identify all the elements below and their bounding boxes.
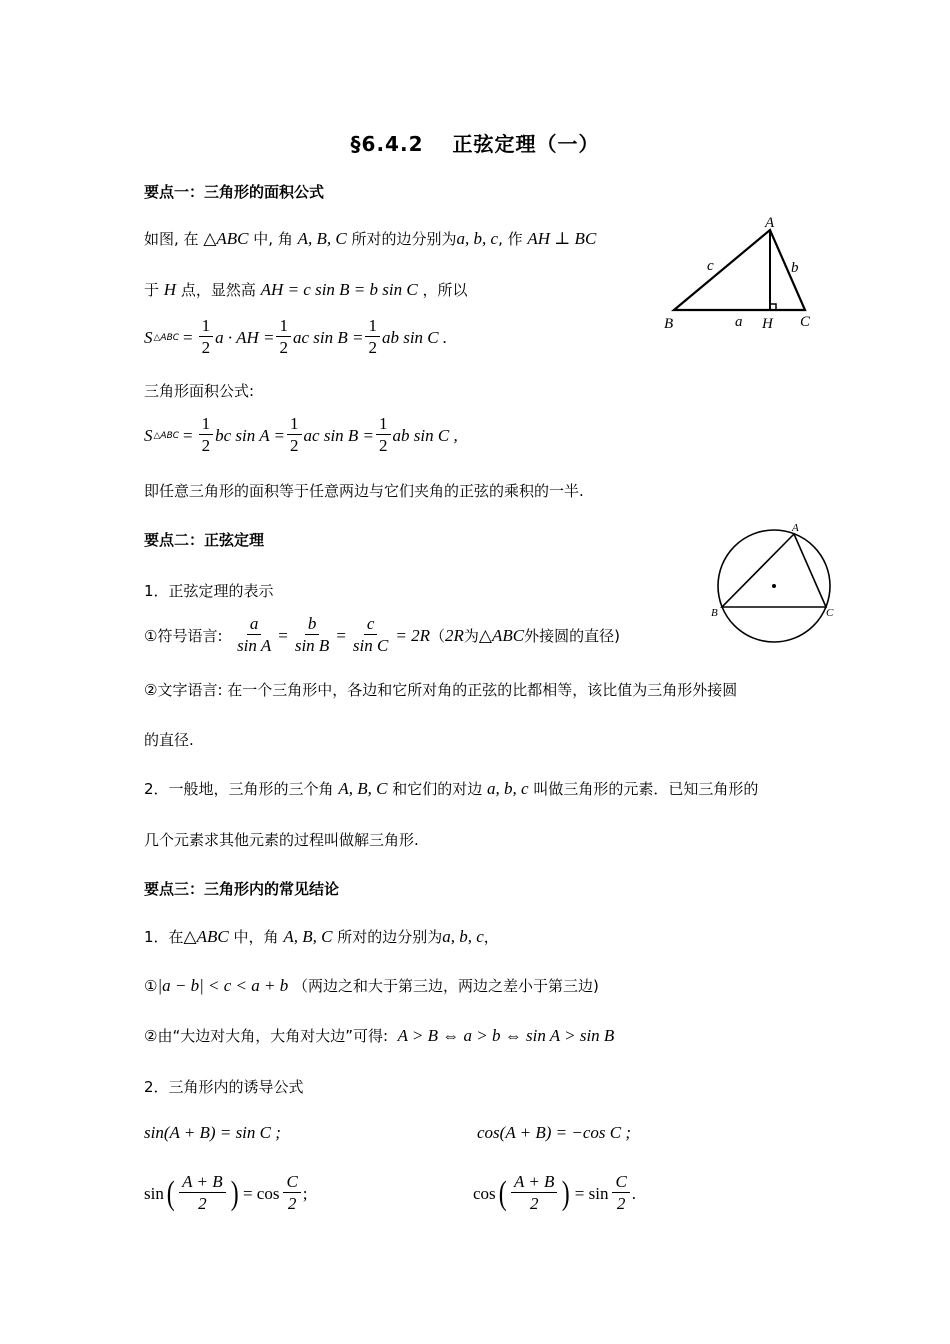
equals: = [336, 625, 346, 645]
text: 1．在 [144, 928, 184, 946]
math: A, B, C [338, 778, 388, 798]
math: △ABC [203, 228, 249, 248]
label-side-b: b [791, 260, 799, 276]
fraction: $\frac{c}{\text{sin C}}$ [352, 614, 389, 655]
text: 和它们的对边 [392, 780, 483, 798]
fraction-half: $\frac{1}{2}$ [376, 414, 391, 457]
term: ac sin B = [292, 327, 364, 347]
math: = sin [574, 1183, 609, 1203]
math: |a − b| < c < a + b [157, 975, 289, 995]
func: sin [144, 1183, 164, 1203]
equals: = [183, 327, 193, 347]
text: （两边之和大于第三边，两边之差小于第三边) [293, 977, 599, 995]
summary-text: 即任意三角形的面积等于任意两边与它们夹角的正弦的乘积的一半. [144, 482, 584, 500]
term: ab sin C , [392, 425, 458, 445]
math: 2R [444, 625, 464, 645]
paragraph-line [144, 778, 758, 799]
text: 为 [463, 627, 479, 645]
fraction: $\frac{C}{2}$ [612, 1172, 629, 1215]
subscript: △ABC [153, 430, 180, 441]
fraction: $\frac{A + B}{2}$ [179, 1172, 225, 1215]
label-a-vertex: A [792, 522, 799, 534]
term: bc sin A = [215, 425, 286, 445]
page-title: §6.4.2 正弦定理（一） [350, 132, 600, 156]
math: A, B, C [297, 228, 347, 248]
text: 中，角 [233, 928, 279, 946]
func: cos [473, 1183, 496, 1203]
identity-sin-half [144, 1172, 308, 1215]
area-symbol: S [144, 327, 153, 347]
triangle-figure [660, 208, 820, 338]
paren: ) [562, 1174, 571, 1212]
text: 叫做三角形的元素．已知三角形的 [533, 780, 759, 798]
text: 于 [144, 281, 160, 299]
text: 如图, 在 [144, 230, 199, 248]
math: ; [302, 1183, 308, 1203]
label-side-c: c [707, 258, 714, 274]
math: A, B, C [283, 926, 333, 946]
section-heading-3: 要点三：三角形内的常见结论 [144, 880, 340, 898]
label-b-vertex: B [664, 316, 674, 332]
paragraph-line [144, 975, 599, 996]
area-formula-1 [144, 316, 447, 359]
math: △ABC [478, 625, 525, 645]
label-side-a: a [735, 314, 743, 330]
fraction: $\frac{a}{\text{sin A}}$ [237, 614, 272, 655]
math: △ABC [183, 926, 229, 946]
text: 所对的边分别为 [351, 230, 457, 248]
fraction: $\frac{C}{2}$ [283, 1172, 300, 1215]
text: 点，显然高 [180, 281, 256, 299]
equals: = [183, 425, 193, 445]
math: H [163, 279, 177, 299]
text: ① [144, 976, 158, 995]
math: a, b, c [456, 228, 499, 248]
text: , 作 [498, 230, 523, 248]
triangle-abc [674, 230, 805, 310]
paragraph-line: ②文字语言: 在一个三角形中，各边和它所对角的正弦的比都相等，该比值为三角形外接圆 [144, 681, 738, 699]
text: ， [483, 928, 499, 946]
term: a · AH = [215, 327, 275, 347]
paren: ( [166, 1174, 175, 1212]
label-h-point: H [762, 316, 773, 332]
area-formula-2 [144, 414, 458, 457]
identity-cos-half [473, 1172, 636, 1215]
inscribed-triangle [722, 534, 826, 607]
math: AH = c sin B = b sin C [260, 279, 418, 299]
fraction-half: $\frac{1}{2}$ [199, 316, 214, 359]
math: a, b, c [487, 778, 529, 798]
text: ①符号语言: [144, 627, 223, 645]
equals: = [278, 625, 288, 645]
paragraph-line: 几个元素求其他元素的过程叫做解三角形. [144, 831, 419, 849]
math: a, b, c [442, 926, 484, 946]
math: = cos [242, 1183, 280, 1203]
subscript: △ABC [153, 332, 180, 343]
formula-label: 三角形面积公式: [144, 382, 255, 400]
label-c-vertex: C [826, 607, 834, 619]
term: ac sin B = [303, 425, 375, 445]
paren: ( [498, 1174, 507, 1212]
list-item: 1．正弦定理的表示 [144, 582, 274, 600]
text: 中, 角 [253, 230, 293, 248]
section-heading-1: 要点一：三角形的面积公式 [144, 183, 325, 201]
term: ab sin C . [381, 327, 448, 347]
label-c-vertex: C [800, 314, 811, 330]
paragraph-line: 的直径. [144, 731, 194, 749]
sine-law-symbolic [144, 614, 620, 657]
fraction-half: $\frac{1}{2}$ [276, 316, 291, 359]
list-item: 2．三角形内的诱导公式 [144, 1078, 304, 1096]
math: A > B ⇔ a > b ⇔ sin A > sin B [397, 1025, 615, 1045]
text: 外接圆的直径) [524, 627, 620, 645]
paragraph-line [144, 279, 468, 300]
identity-cos-sum: cos(A + B) = −cos C ; [477, 1123, 632, 1142]
fraction: $\frac{b}{\text{sin B}}$ [294, 614, 330, 655]
text: ②由“大边对大角，大角对大边”可得: [144, 1027, 389, 1045]
paragraph-line [144, 228, 596, 249]
label-a-vertex: A [765, 215, 775, 231]
math: = 2R [395, 625, 430, 645]
paren: ) [230, 1174, 239, 1212]
fraction-half: $\frac{1}{2}$ [365, 316, 380, 359]
paragraph-line [144, 926, 499, 947]
text: （ [429, 627, 445, 645]
paragraph-line [144, 1025, 614, 1046]
text: 2．一般地，三角形的三个角 [144, 780, 334, 798]
fraction-half: $\frac{1}{2}$ [287, 414, 302, 457]
circumcircle-figure [705, 520, 845, 650]
fraction: $\frac{A + B}{2}$ [511, 1172, 557, 1215]
label-b-vertex: B [711, 607, 718, 619]
identity-sin-sum: sin(A + B) = sin C ; [144, 1123, 281, 1142]
math: AH ⊥ BC [527, 228, 597, 248]
fraction-half: $\frac{1}{2}$ [199, 414, 214, 457]
area-symbol: S [144, 425, 153, 445]
text: 所对的边分别为 [337, 928, 443, 946]
circle-center [772, 584, 776, 588]
section-heading-2: 要点二：正弦定理 [144, 531, 265, 549]
math: . [631, 1183, 637, 1203]
text: ，所以 [422, 281, 468, 299]
